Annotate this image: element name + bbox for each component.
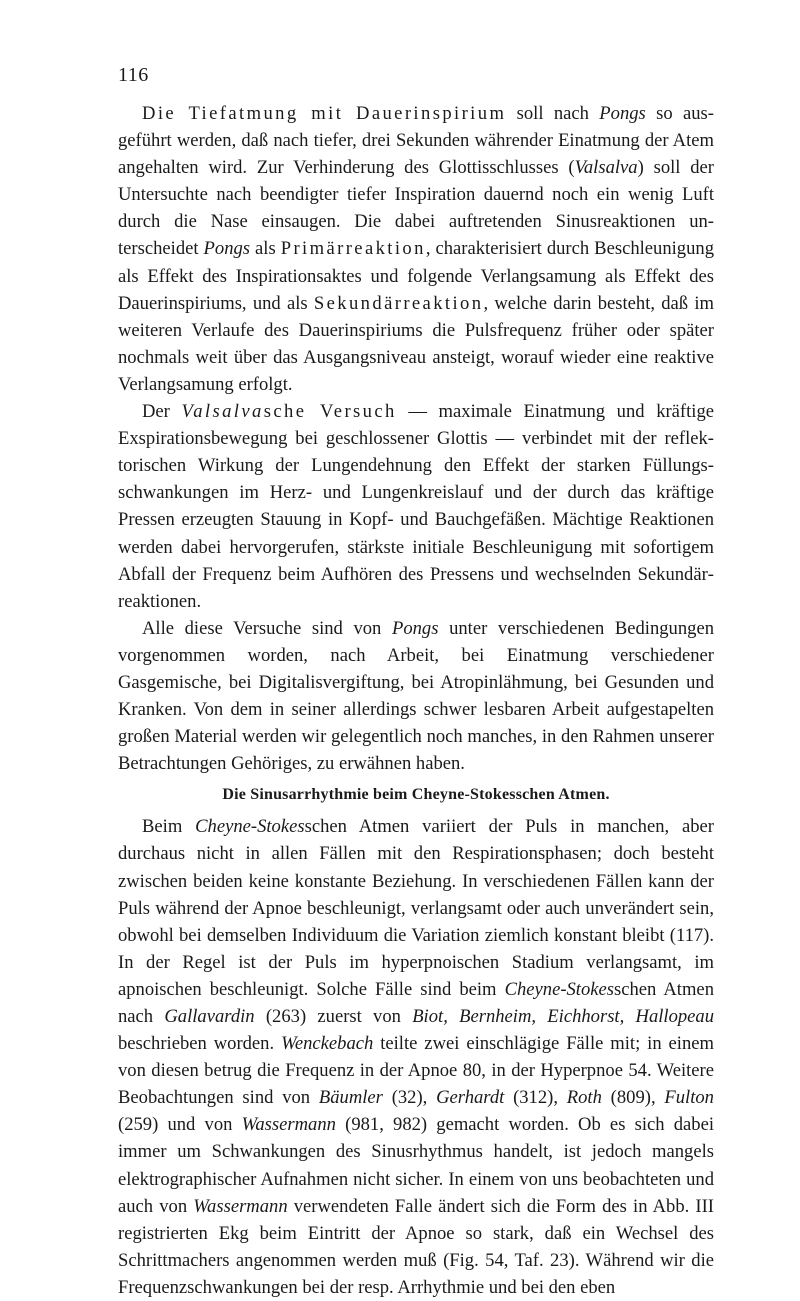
body-text <box>118 100 714 1301</box>
paragraph-valsalva: Der Valsalvasche Versuch — maximale Einatmung und kräftige Exspirationsbewegung bei geschlossener Glottis — verbindet mit der reflektorischen Wirkung der Lungendehnung den Effekt der starken Füllungsschwankungen im Herz- und Lungenkreislauf und der durch das kräftige Pressen erzeugten Stauung in Kopf- und Bauchgefäßen. Mächtige Reaktionen werden dabei hervorgerufen, stärkste initiale Beschleunigung mit sofortigem Abfall der Frequenz beim Aufhören des Pressens und wechselnden Sekundärreaktionen. <box>118 401 715 612</box>
author-name: Fulton <box>664 1087 714 1109</box>
author-name: Biot, Bernheim, Eichhorst, Hallopeau <box>412 1006 715 1027</box>
paragraph-versuche: Alle diese Versuche sind von Pongs unter verschiedenen Bedingungen vorgenommen worden, nach Arbeit, bei Einatmung verschiedener Gasgemische, bei Digitalisvergiftung, bei Atropinlähmung, bei Gesunden und Kranken. Von dem in seiner allerdings schwer lesbaren Arbeit aufgestapelten großen Material werden wir gelegentlich noch manches, in den Rahmen unserer Betrachtungen Gehöriges, zu erwähnen haben. <box>118 617 715 775</box>
emphasized-term: Sekundärreaktion <box>313 292 484 314</box>
author-name: Pongs <box>599 103 646 124</box>
paragraph-dauerinspirium: Die Tiefatmung mit Dauerinspirium soll nach Pongs so ausgeführt werden, daß nach tiefer, drei Sekunden währender Einatmung der Atem angehalten wird. Zur Verhinderung des Glottisschlusses (Valsalva) soll der Untersuchte nach beendigter tiefer Inspiration dauernd noch ein wenig Luft durch die Nase einsaugen. Die dabei auftretenden Sinusreaktionen unterscheidet Pongs als Primärreaktion, charakterisiert durch Beschleunigung als Effekt des Inspirationsaktes und folgende Verlangsamung als Effekt des Dauerinspiriums, und als Sekundärreaktion, welche darin besteht, daß im weiteren Verlaufe des Dauerinspiriums die Pulsfrequenz früher oder später nochmals weit über das Ausgangsniveau ansteigt, worauf wieder eine reaktive Verlangsamung erfolgt. <box>118 103 714 395</box>
author-name: Pongs <box>203 238 251 260</box>
emphasized-term: sche Versuch <box>263 401 397 423</box>
author-name: Wassermann <box>241 1114 336 1136</box>
author-name: Bäumler <box>318 1087 383 1109</box>
author-name: Pongs <box>391 617 439 639</box>
author-name: Wenckebach <box>281 1033 374 1055</box>
author-name: Wassermann <box>193 1195 288 1217</box>
section-heading: Die Sinusarrhythmie beim Cheyne-Stokesschen Atmen. <box>222 786 610 804</box>
page-number: 116 <box>118 64 149 86</box>
author-name: Cheyne-Stokes <box>504 978 615 1000</box>
paragraph-cheyne-stokes: Beim Cheyne-Stokesschen Atmen variiert der Puls in manchen, aber durchaus nicht in allen Fällen mit den Respirationsphasen; doch besteht zwischen beiden keine konstante Beziehung. In verschiedenen Fällen kann der Puls während der Apnoe beschleunigt, verlangsamt oder auch unverändert sein, obwohl bei demselben Individuum die Variation ziemlich konstant bleibt (117). In der Regel ist der Puls im hyperpnoischen Stadium verlangsamt, im apnoischen beschleunigt. Solche Fälle sind beim Cheyne-Stokesschen Atmen nach Gallavardin (263) zuerst von Biot, Bernheim, Eichhorst, Hallopeau beschrieben worden. Wenckebach teilte zwei einschlägige Fälle mit; in einem von diesen betrug die Frequenz in der Apnoe 80, in der Hyperpnoe 54. Weitere Beobachtungen sind von Bäumler (32), Gerhardt (312), Roth (809), Fulton (259) und von Wassermann (981, 982) gemacht worden. Ob es sich dabei immer um Schwankungen des Sinusrhythmus handelt, ist jedoch mangels elektrographischer Aufnahmen nicht sicher. In einem von uns beobachteten und auch von Wassermann verwendeten Falle ändert sich die Form des in Abb. III registrierten Ekg beim Eintritt der Apnoe so stark, daß ein Wechsel des Schrittmachers angenommen werden muß (Fig. 54, Taf. 23). Während wir die Frequenzschwankungen bei der resp. Arrhythmie und bei den eben <box>118 816 715 1298</box>
emphasized-term: Primärreaktion <box>280 238 426 260</box>
author-name: Roth <box>566 1087 602 1109</box>
author-name: Gerhardt <box>436 1087 505 1109</box>
author-name: Cheyne-Stokes <box>195 816 305 838</box>
author-name: Gallavardin <box>164 1006 255 1027</box>
author-name: Valsalva <box>574 157 638 179</box>
emphasized-term: Die Tiefatmung mit Dauerinspirium <box>142 103 507 124</box>
author-name: Valsalva <box>181 401 264 423</box>
